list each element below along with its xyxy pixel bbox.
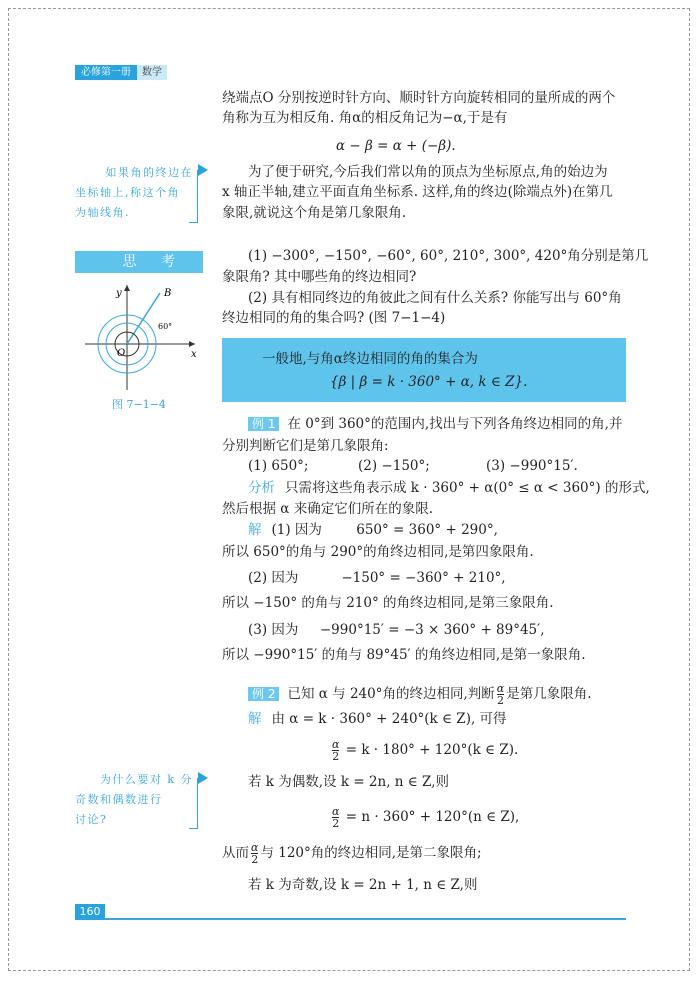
text: (1) 因为 650° = 360° + 290°, — [271, 522, 498, 538]
theorem-box — [222, 338, 626, 402]
theorem-formula: {β | β = k · 360° + α, k ∈ Z}. — [330, 374, 528, 390]
text-line: 分别判断它们是第几象限角: — [222, 438, 389, 454]
text-line: 终边相同的角的集合吗? (图 7−1−4) — [222, 310, 446, 326]
sidenote-line: 如果角的终边在 — [105, 166, 193, 179]
numerator: α — [251, 841, 259, 854]
text: 由 α = k · 360° + 240°(k ∈ Z), 可得 — [271, 711, 507, 727]
text-line: 若 k 为奇数,设 k = 2n + 1, n ∈ Z,则 — [248, 877, 478, 893]
angle-label: 60° — [158, 322, 173, 331]
solution-label: 解 — [248, 711, 262, 727]
b-label: B — [164, 288, 172, 299]
x-label: x — [191, 349, 197, 360]
text-line: 角称为互为相反角. 角α的相反角记为−α,于是有 — [222, 110, 508, 126]
analysis-label: 分析 — [248, 480, 275, 496]
text: = k · 180° + 120°(k ∈ Z). — [345, 742, 519, 758]
text-line: 象限,就说这个角是第几象限角. — [222, 205, 407, 221]
conclusion-line — [222, 842, 482, 865]
solution-line — [248, 521, 498, 539]
sidenote — [75, 770, 193, 830]
text-line: 象限角? 其中哪些角的终边相同? — [222, 269, 417, 285]
sidenote-line: 讨论? — [75, 813, 108, 826]
text-line: 若 k 为偶数,设 k = 2n, n ∈ Z,则 — [248, 774, 449, 790]
text: 在 0°到 360°的范围内,找出与下列各角终边相同的角,并 — [287, 416, 623, 432]
item: (2) −150°; — [358, 458, 430, 474]
sidenote-line: 为轴线角. — [75, 206, 130, 219]
sidenote-line: 为什么要对 k 分 — [99, 773, 193, 786]
denominator: 2 — [332, 750, 340, 763]
page-number: 160 — [75, 904, 105, 920]
text-line: (3) 因为 −990°15′ = −3 × 360° + 89°45′, — [248, 622, 545, 638]
example-2-question — [248, 683, 592, 706]
book-label: 必修第一册 — [75, 65, 137, 80]
text-line: (2) 具有相同终边的角彼此之间有什么关系? 你能写出与 60°角 — [248, 290, 622, 306]
numerator: α — [332, 805, 340, 818]
sidenote-line: 坐标轴上,称这个角 — [75, 186, 180, 199]
numerator: α — [332, 738, 340, 751]
text: 与 120°角的终边相同,是第二象限角; — [260, 845, 482, 861]
text: 已知 α 与 240°角的终边相同,判断 — [287, 686, 495, 702]
example-1-question — [248, 415, 622, 433]
think-heading: 思 考 — [75, 251, 203, 273]
fraction — [332, 739, 339, 762]
sidenote-line: 奇数和偶数进行 — [75, 793, 163, 806]
text: 只需将这些角表示成 k · 360° + α(0° ≤ α < 360°) 的形式, — [285, 480, 650, 496]
text-line: 绕端点O 分别按逆时针方向、顺时针方向旋转相同的量所成的两个 — [222, 90, 616, 106]
denominator: 2 — [332, 817, 340, 830]
fraction — [332, 806, 339, 829]
fraction — [497, 683, 504, 706]
formula — [330, 739, 518, 762]
denominator: 2 — [251, 853, 259, 866]
denominator: 2 — [496, 694, 504, 707]
figure-caption: 图 7−1−4 — [112, 398, 166, 411]
y-label: y — [116, 288, 122, 299]
flag-icon — [198, 164, 208, 176]
header-badge — [75, 65, 167, 80]
example-tag: 例 1 — [248, 417, 279, 431]
text-line: 然后根据 α 来确定它们所在的象限. — [222, 501, 433, 517]
sidenote-bracket — [189, 170, 198, 223]
text-line: (1) −300°, −150°, −60°, 60°, 210°, 300°, 420°角分别是第几 — [248, 248, 649, 264]
text-line: 为了便于研究,今后我们常以角的顶点为坐标原点,角的始边为 — [248, 164, 608, 180]
text-line: 所以 −150° 的角与 210° 的角终边相同,是第三象限角. — [222, 595, 554, 611]
theorem-line: 一般地,与角α终边相同的角的集合为 — [262, 351, 478, 367]
flag-icon — [198, 772, 208, 784]
formula — [330, 806, 519, 829]
example-tag: 例 2 — [248, 687, 279, 701]
sidenote-bracket — [189, 778, 198, 829]
origin-label: O — [117, 348, 126, 359]
text: = n · 360° + 120°(n ∈ Z), — [345, 809, 520, 825]
text: 是第几象限角. — [506, 686, 592, 702]
text: 从而 — [222, 845, 249, 861]
item: (3) −990°15′. — [486, 458, 578, 474]
solution-label: 解 — [248, 522, 262, 538]
analysis-line — [248, 479, 650, 497]
numerator: α — [496, 682, 505, 695]
text-line: 所以 650°的角与 290°的角终边相同,是第四象限角. — [222, 544, 534, 560]
subject-label: 数学 — [137, 65, 167, 80]
solution-line — [248, 710, 507, 728]
sidenote — [75, 163, 193, 223]
text-line: x 轴正半轴,建立平面直角坐标系. 这样,角的终边(除端点外)在第几 — [222, 184, 613, 200]
text-line: (2) 因为 −150° = −360° + 210°, — [248, 570, 506, 586]
angle-figure — [80, 280, 200, 395]
fraction — [251, 842, 258, 865]
item: (1) 650°; — [248, 458, 309, 474]
text-line: 所以 −990°15′ 的角与 89°45′ 的角终边相同,是第一象限角. — [222, 647, 586, 663]
formula: α − β = α + (−β). — [336, 138, 456, 154]
footer-rule — [105, 918, 626, 920]
